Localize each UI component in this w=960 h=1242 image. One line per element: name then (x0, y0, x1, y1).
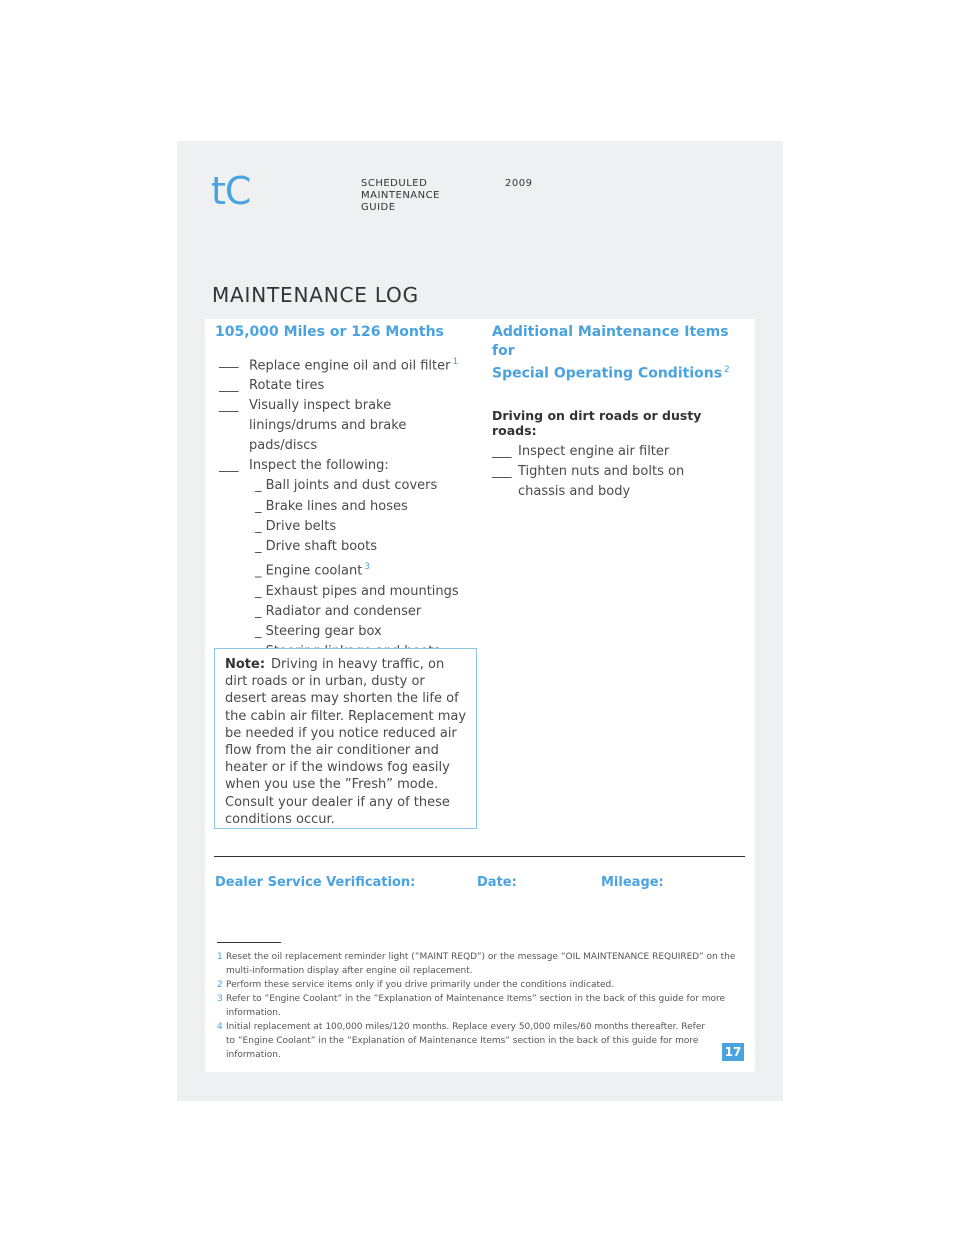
maintenance-item (492, 462, 747, 502)
interval-column (215, 323, 477, 662)
maintenance-item (215, 352, 477, 376)
footnote-number: 2 (217, 980, 223, 990)
footnote (217, 950, 742, 978)
checkbox-blank: ___ (492, 443, 512, 459)
footnote (217, 1020, 742, 1062)
footnote-ref: 1 (452, 357, 459, 367)
special-heading-line: Special Operating Conditions (492, 365, 723, 382)
interval-heading: 105,000 Miles or 126 Months (215, 324, 444, 340)
inspection-subitem: _ Drive shaft boots (255, 538, 378, 554)
checkbox-blank: ___ (219, 398, 239, 414)
page-number: 17 (722, 1043, 744, 1061)
footnote-number: 4 (217, 1022, 223, 1032)
special-conditions-column (492, 323, 747, 502)
date-label: Date: (477, 875, 517, 890)
footnote-text: Refer to ”Engine Coolant” in the ”Explanation of Maintenance Items” section in the back of this guide for more information. (226, 994, 726, 1018)
tc-logo: tC (211, 169, 251, 213)
footnote-divider (217, 942, 281, 943)
note-text: Driving in heavy traffic, on dirt roads or in urban, dusty or desert areas may shorten the life of the cabin air filter. Replacement may be needed if you notice reduced air flow from the air conditioner and heater or if the windows fog easily when you use the ”Fresh” mode. Consult your dealer if any of these conditions occur. (225, 657, 467, 827)
page-title: MAINTENANCE LOG (212, 283, 419, 307)
guide-line: SCHEDULED (361, 178, 428, 189)
inspection-subitem: _ Brake lines and hoses (255, 498, 408, 514)
footnote-text: Perform these service items only if you drive primarily under the conditions indicated. (226, 980, 615, 990)
checkbox-blank: ___ (219, 378, 239, 394)
guide-title (361, 178, 440, 214)
item-text: Replace engine oil and oil filter (249, 358, 451, 374)
model-year: 2009 (505, 178, 533, 189)
condition-subheading: Driving on dirt roads or dusty roads: (492, 407, 702, 438)
maintenance-item (492, 442, 747, 462)
item-text: Tighten nuts and bolts on chassis and body (518, 463, 685, 499)
footnotes (217, 950, 742, 1062)
mileage-label: Mileage: (601, 875, 664, 890)
maintenance-item (215, 456, 477, 476)
guide-line: GUIDE (361, 202, 396, 213)
special-heading-line: Additional Maintenance Items for (492, 324, 729, 359)
inspection-subitem: _ Exhaust pipes and mountings (255, 583, 459, 599)
item-text: Visually inspect brake linings/drums and brake pads/discs (249, 398, 407, 454)
special-heading (492, 323, 747, 384)
checkbox-blank: ___ (219, 458, 239, 474)
footnote (217, 992, 742, 1020)
footnote-number: 1 (217, 952, 223, 962)
inspection-subitem: _ Steering gear box (255, 624, 382, 640)
checkbox-blank: ___ (492, 463, 512, 479)
footnote-ref: 2 (724, 365, 730, 375)
footnote (217, 978, 742, 992)
divider (214, 856, 745, 857)
item-text: Inspect engine air filter (518, 443, 670, 459)
note-box (214, 648, 477, 829)
maintenance-item (215, 376, 477, 396)
inspection-subitem (215, 557, 477, 582)
subitem-text: _ Engine coolant (255, 563, 363, 579)
footnote-text: Reset the oil replacement reminder light (”MAINT REQD”) or the message ”OIL MAINTENANCE REQUIRED” on the multi-information display after engine oil replacement. (226, 952, 736, 976)
item-text: Rotate tires (249, 378, 325, 394)
item-text: Inspect the following: (249, 458, 389, 474)
checkbox-blank: ___ (219, 354, 239, 369)
footnote-text: Initial replacement at 100,000 miles/120 months. Replace every 50,000 miles/60 months thereafter. Refer to ”Engine Coolant” in the ”Explanation of Maintenance Items” section in the back of this guide for more information. (226, 1022, 706, 1060)
inspection-subitem: _ Ball joints and dust covers (255, 478, 438, 494)
maintenance-item (215, 396, 477, 456)
note-label: Note: (225, 657, 266, 672)
footnote-ref: 3 (364, 562, 371, 573)
guide-line: MAINTENANCE (361, 190, 440, 201)
inspection-subitem: _ Radiator and condenser (255, 603, 422, 619)
footnote-number: 3 (217, 994, 223, 1004)
dealer-verification-label: Dealer Service Verification: (215, 875, 416, 890)
inspection-subitem: _ Drive belts (255, 518, 337, 534)
